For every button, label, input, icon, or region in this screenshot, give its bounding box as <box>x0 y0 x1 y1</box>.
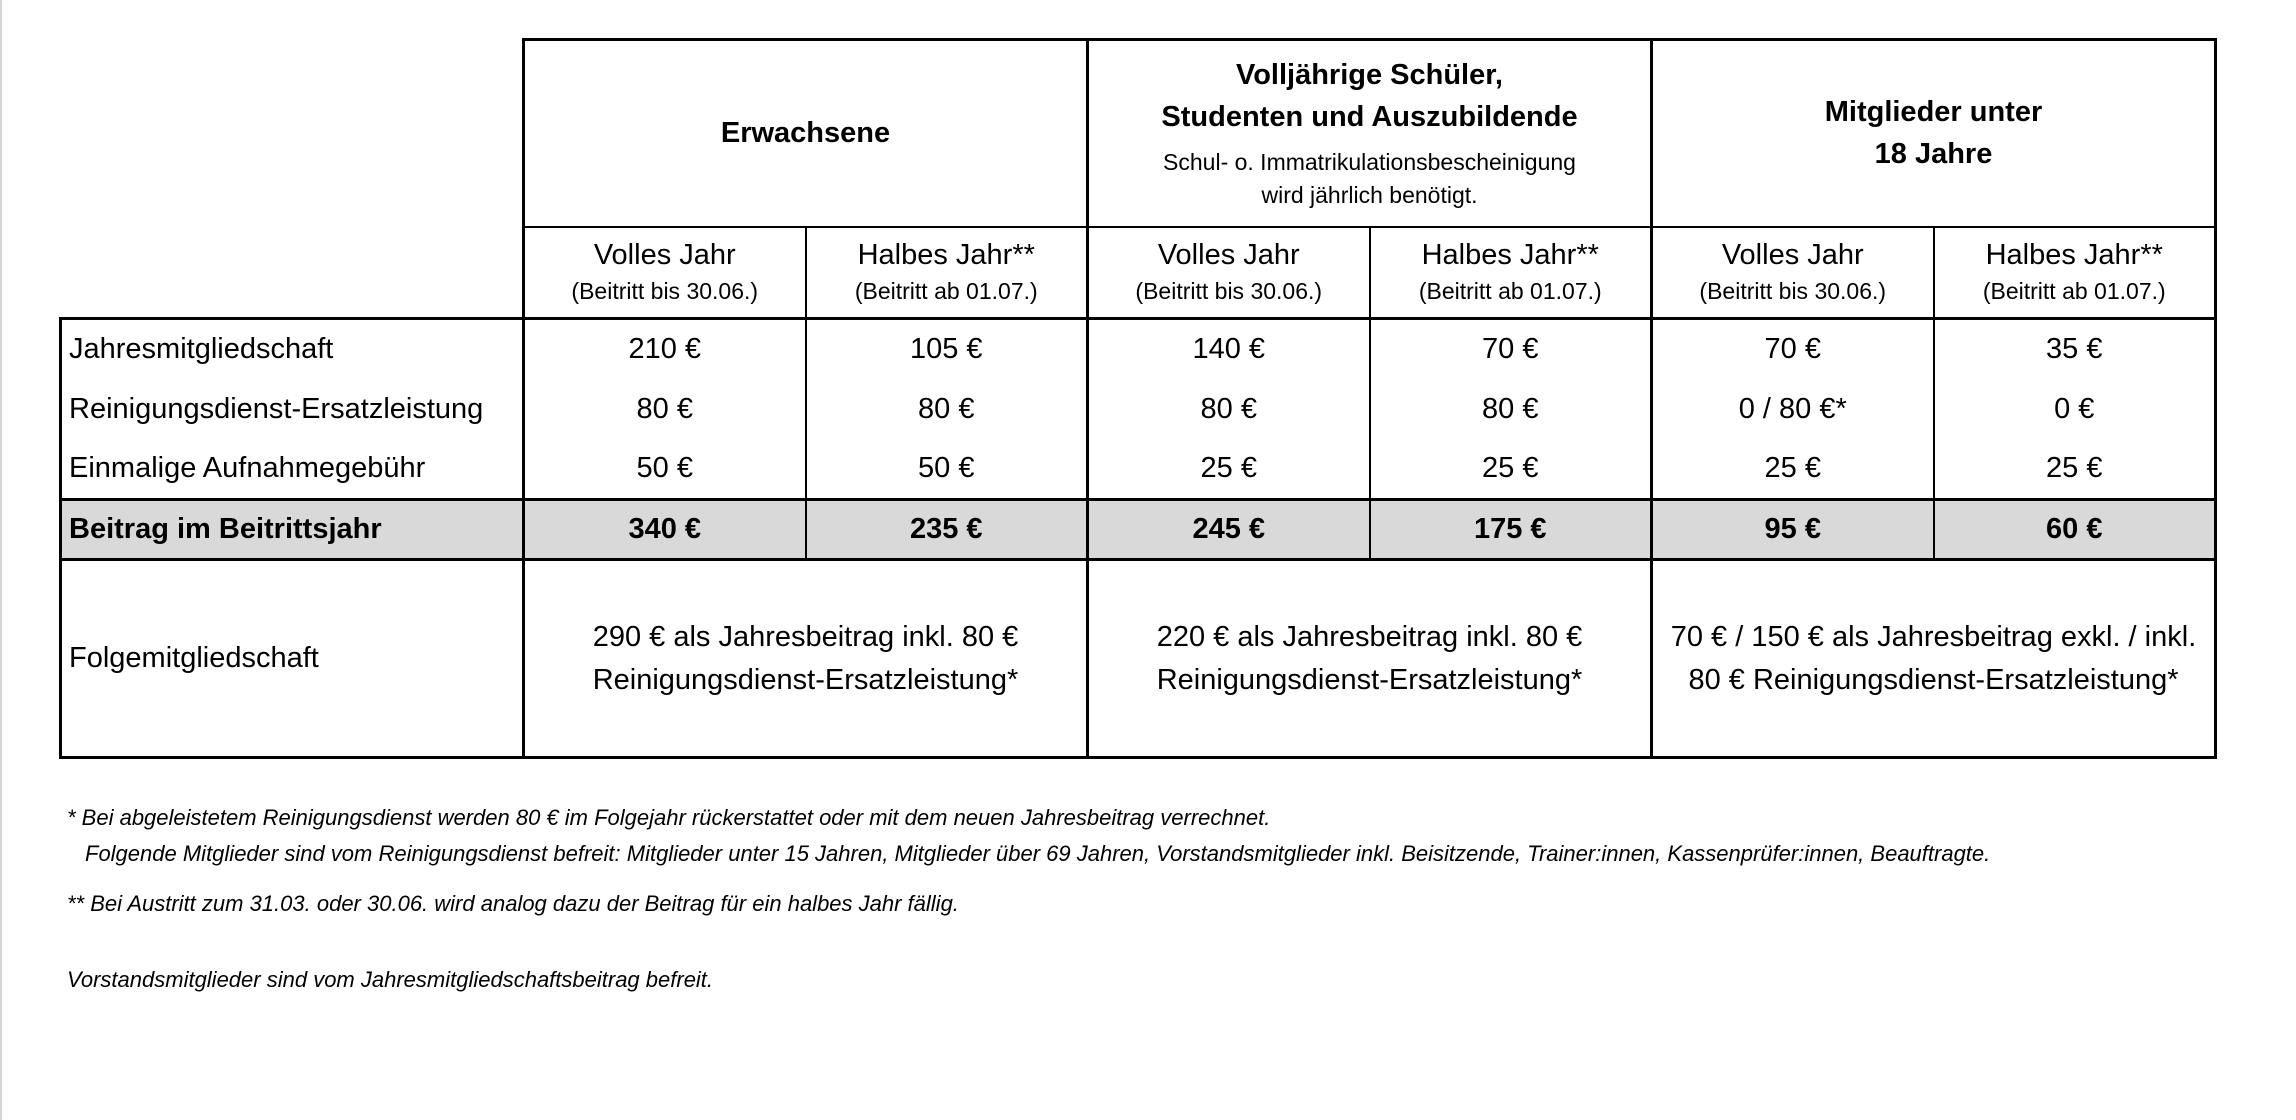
value-cell: 210 € <box>524 319 806 380</box>
follow-adults-cell <box>524 560 1088 758</box>
header-students-title-line1: Volljährige Schüler, <box>1236 58 1503 91</box>
follow-students-cell <box>1088 560 1652 758</box>
footnote-board-members: Vorstandsmitglieder sind vom Jahresmitgliedschaftsbeitrag befreit. <box>67 967 714 992</box>
subheader-full-label: Volles Jahr <box>1157 239 1300 272</box>
value-cell: 25 € <box>1370 440 1652 500</box>
value-cell: 80 € <box>1370 380 1652 440</box>
value-cell: 25 € <box>1088 440 1370 500</box>
header-minors <box>1652 40 2216 227</box>
total-cell: 340 € <box>524 500 806 560</box>
row-label-follow-membership: Folgemitgliedschaft <box>61 560 524 758</box>
total-cell: 95 € <box>1652 500 1934 560</box>
footnote-cleaning: * Bei abgeleistetem Reinigungsdienst werden 80 € im Folgejahr rückerstattet oder mit dem neuen Jahresbeitrag verrechnet. <box>67 805 1271 830</box>
value-cell: 25 € <box>1934 440 2216 500</box>
value-cell: 70 € <box>1652 319 1934 380</box>
total-cell: 60 € <box>1934 500 2216 560</box>
subheader-half-label: Halbes Jahr** <box>1421 239 1599 272</box>
follow-students-line2: Reinigungsdienst-Ersatzleistung* <box>1156 663 1583 696</box>
sub-header-row <box>61 227 2216 319</box>
subheader-full-note: (Beitritt bis 30.06.) <box>1135 278 1323 304</box>
subheader-half-label: Halbes Jahr** <box>857 239 1035 272</box>
value-cell: 50 € <box>806 440 1088 500</box>
footnotes <box>67 800 2267 998</box>
follow-adults-line2: Reinigungsdienst-Ersatzleistung* <box>592 663 1019 696</box>
value-cell: 0 € <box>1934 380 2216 440</box>
header-adults-title: Erwachsene <box>720 117 891 150</box>
page-edge <box>0 0 2 1120</box>
row-label-membership: Jahresmitgliedschaft <box>61 319 524 380</box>
table-row <box>61 440 2216 500</box>
follow-adults-line1: 290 € als Jahresbeitrag inkl. 80 € <box>592 621 1019 654</box>
row-label-total: Beitrag im Beitrittsjahr <box>61 500 524 560</box>
header-adults <box>524 40 1088 227</box>
subheader-half-note: (Beitritt ab 01.07.) <box>1418 278 1602 304</box>
follow-students-line1: 220 € als Jahresbeitrag inkl. 80 € <box>1156 621 1583 654</box>
follow-minors-cell <box>1652 560 2216 758</box>
value-cell: 80 € <box>1088 380 1370 440</box>
total-cell: 235 € <box>806 500 1088 560</box>
subheader-full-label: Volles Jahr <box>1721 239 1864 272</box>
header-minors-title-line1: Mitglieder unter <box>1824 96 2043 129</box>
subheader-adults-full <box>524 227 806 319</box>
empty-corner-cell <box>61 40 524 227</box>
subheader-half-label: Halbes Jahr** <box>1985 239 2163 272</box>
follow-row <box>61 560 2216 758</box>
value-cell: 80 € <box>524 380 806 440</box>
total-cell: 175 € <box>1370 500 1652 560</box>
value-cell: 35 € <box>1934 319 2216 380</box>
footnote-cleaning-exemptions: Folgende Mitglieder sind vom Reinigungsdienst befreit: Mitglieder unter 15 Jahren, Mitglieder über 69 Jahren, Vorstandsmitglieder inkl. Beisitzende, Trainer:innen, Kassenprüfer:innen, Beauftragte. <box>85 841 1991 866</box>
subheader-students-full <box>1088 227 1370 319</box>
subheader-full-note: (Beitritt bis 30.06.) <box>571 278 759 304</box>
header-students <box>1088 40 1652 227</box>
subheader-half-note: (Beitritt ab 01.07.) <box>854 278 1038 304</box>
header-students-title-line2: Studenten und Auszubildende <box>1161 100 1578 133</box>
table-row <box>61 319 2216 380</box>
footnote-half-year: ** Bei Austritt zum 31.03. oder 30.06. wird analog dazu der Beitrag für ein halbes Jahr fällig. <box>67 891 959 916</box>
value-cell: 80 € <box>806 380 1088 440</box>
value-cell: 140 € <box>1088 319 1370 380</box>
total-row <box>61 500 2216 560</box>
follow-minors-line2: 80 € Reinigungsdienst-Ersatzleistung* <box>1688 663 2179 696</box>
header-minors-title-line2: 18 Jahre <box>1874 138 1993 171</box>
value-cell: 105 € <box>806 319 1088 380</box>
value-cell: 25 € <box>1652 440 1934 500</box>
subheader-students-half <box>1370 227 1652 319</box>
row-label-cleaning: Reinigungsdienst-Ersatzleistung <box>61 380 524 440</box>
header-students-note-line2: wird jährlich benötigt. <box>1261 182 1478 209</box>
subheader-adults-half <box>806 227 1088 319</box>
subheader-minors-half <box>1934 227 2216 319</box>
total-cell: 245 € <box>1088 500 1370 560</box>
row-label-admission-fee: Einmalige Aufnahmegebühr <box>61 440 524 500</box>
follow-minors-line1: 70 € / 150 € als Jahresbeitrag exkl. / inkl. <box>1670 621 2197 654</box>
value-cell: 70 € <box>1370 319 1652 380</box>
table-row <box>61 380 2216 440</box>
subheader-minors-full <box>1652 227 1934 319</box>
fee-table <box>59 38 2217 759</box>
group-header-row <box>61 40 2216 227</box>
value-cell: 0 / 80 €* <box>1652 380 1934 440</box>
empty-subheader-cell <box>61 227 524 319</box>
subheader-full-note: (Beitritt bis 30.06.) <box>1699 278 1887 304</box>
subheader-half-note: (Beitritt ab 01.07.) <box>1982 278 2166 304</box>
subheader-full-label: Volles Jahr <box>593 239 736 272</box>
value-cell: 50 € <box>524 440 806 500</box>
fee-table-wrapper <box>59 38 2217 759</box>
header-students-note-line1: Schul- o. Immatrikulationsbescheinigung <box>1163 148 1576 175</box>
